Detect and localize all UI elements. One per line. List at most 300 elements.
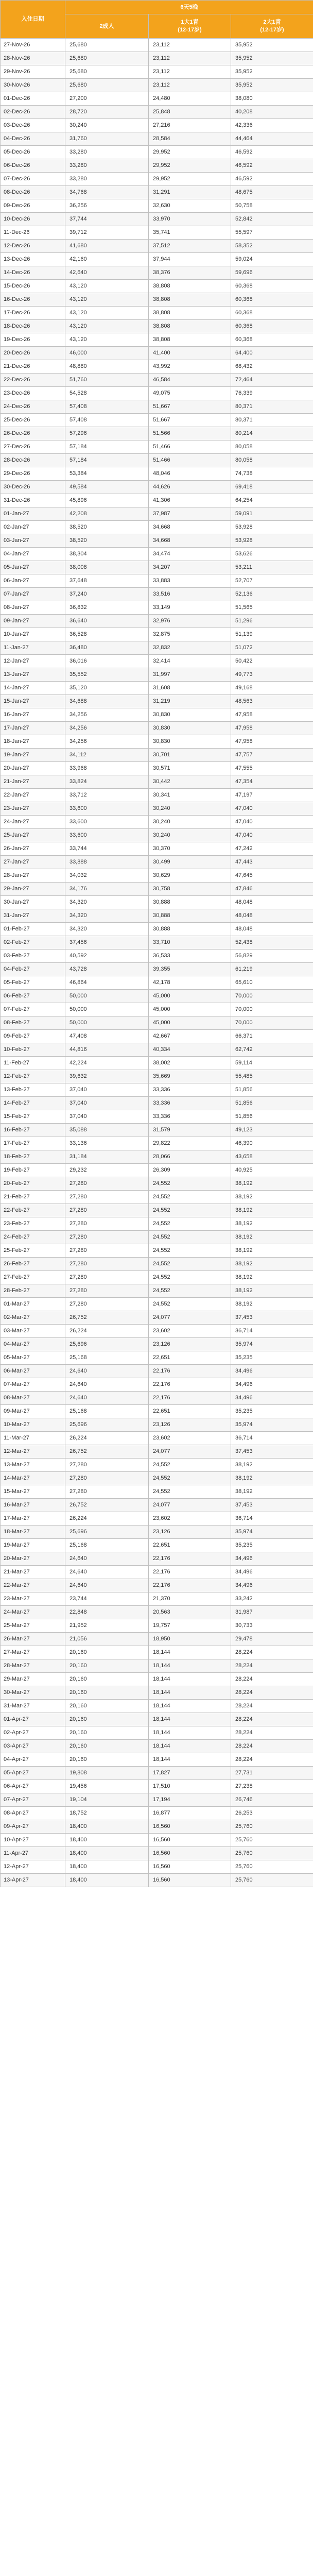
one-adult-one-teen-price-cell: 34,668 [149, 521, 231, 534]
checkin-date-cell: 14-Dec-26 [1, 266, 65, 280]
two-adults-price-cell: 27,280 [65, 1284, 149, 1298]
one-adult-one-teen-price-cell: 30,341 [149, 789, 231, 802]
two-adults-one-teen-price-cell: 38,192 [231, 1177, 313, 1191]
two-adults-one-teen-price-cell: 70,000 [231, 1003, 313, 1016]
header-line: (12-17岁) [178, 27, 202, 33]
two-adults-price-cell: 48,880 [65, 360, 149, 374]
checkin-date-cell: 16-Feb-27 [1, 1124, 65, 1137]
one-adult-one-teen-price-cell: 33,970 [149, 213, 231, 226]
checkin-date-cell: 24-Mar-27 [1, 1606, 65, 1619]
two-adults-price-cell: 24,640 [65, 1552, 149, 1566]
two-adults-price-cell: 26,224 [65, 1512, 149, 1526]
two-adults-price-cell: 34,032 [65, 869, 149, 883]
checkin-date-cell: 04-Mar-27 [1, 1338, 65, 1351]
one-adult-one-teen-price-cell: 23,112 [149, 79, 231, 92]
two-adults-one-teen-price-cell: 40,925 [231, 1164, 313, 1177]
two-adults-one-teen-price-cell: 47,757 [231, 749, 313, 762]
table-row [1, 440, 313, 454]
table-row [1, 1097, 313, 1110]
table-row [1, 360, 313, 374]
one-adult-one-teen-price-cell: 22,176 [149, 1579, 231, 1592]
checkin-date-cell: 06-Mar-27 [1, 1365, 65, 1378]
one-adult-one-teen-price-cell: 30,370 [149, 842, 231, 856]
checkin-date-cell: 03-Apr-27 [1, 1740, 65, 1753]
one-adult-one-teen-price-cell: 45,000 [149, 1003, 231, 1016]
one-adult-one-teen-price-cell: 23,602 [149, 1325, 231, 1338]
two-adults-one-teen-price-cell: 50,758 [231, 199, 313, 213]
two-adults-price-cell: 39,632 [65, 1070, 149, 1083]
table-row [1, 1418, 313, 1432]
table-row [1, 775, 313, 789]
table-row [1, 816, 313, 829]
checkin-date-cell: 12-Apr-27 [1, 1860, 65, 1874]
checkin-date-cell: 19-Dec-26 [1, 333, 65, 347]
two-adults-one-teen-price-cell: 44,464 [231, 132, 313, 146]
checkin-date-cell: 19-Jan-27 [1, 749, 65, 762]
two-adults-one-teen-price-cell: 53,626 [231, 548, 313, 561]
two-adults-price-cell: 51,760 [65, 374, 149, 387]
checkin-date-cell: 21-Feb-27 [1, 1191, 65, 1204]
two-adults-price-cell: 46,000 [65, 347, 149, 360]
table-row [1, 1820, 313, 1834]
two-adults-one-teen-price-cell: 46,592 [231, 146, 313, 159]
checkin-date-cell: 17-Dec-26 [1, 307, 65, 320]
one-adult-one-teen-price-cell: 22,651 [149, 1405, 231, 1418]
table-row [1, 936, 313, 950]
two-adults-one-teen-price-cell: 38,192 [231, 1472, 313, 1485]
table-row [1, 1780, 313, 1793]
header-line: (12-17岁) [260, 27, 284, 33]
two-adults-price-cell: 26,752 [65, 1499, 149, 1512]
two-adults-price-cell: 36,016 [65, 655, 149, 668]
table-row [1, 1592, 313, 1606]
checkin-date-cell: 10-Mar-27 [1, 1418, 65, 1432]
checkin-date-cell: 11-Feb-27 [1, 1057, 65, 1070]
table-row [1, 387, 313, 400]
two-adults-price-cell: 27,280 [65, 1217, 149, 1231]
one-adult-one-teen-price-cell: 30,830 [149, 708, 231, 722]
table-row [1, 883, 313, 896]
two-adults-one-teen-price-cell: 28,224 [231, 1753, 313, 1767]
two-adults-one-teen-price-cell: 30,733 [231, 1619, 313, 1633]
two-adults-one-teen-price-cell: 38,080 [231, 92, 313, 106]
checkin-date-cell: 11-Mar-27 [1, 1432, 65, 1445]
two-adults-one-teen-price-cell: 38,192 [231, 1244, 313, 1258]
one-adult-one-teen-price-cell: 30,499 [149, 856, 231, 869]
two-adults-one-teen-price-cell: 55,485 [231, 1070, 313, 1083]
one-adult-one-teen-price-cell: 30,571 [149, 762, 231, 775]
table-row [1, 1177, 313, 1191]
one-adult-one-teen-price-cell: 51,466 [149, 440, 231, 454]
two-adults-price-cell: 33,712 [65, 789, 149, 802]
two-adults-price-cell: 57,408 [65, 414, 149, 427]
table-row [1, 1472, 313, 1485]
two-adults-one-teen-price-cell: 59,091 [231, 507, 313, 521]
one-adult-one-teen-price-cell: 23,112 [149, 65, 231, 79]
two-adults-one-teen-price-cell: 34,496 [231, 1552, 313, 1566]
checkin-date-cell: 30-Mar-27 [1, 1686, 65, 1700]
two-adults-price-cell: 43,120 [65, 320, 149, 333]
two-adults-one-teen-price-cell: 25,760 [231, 1860, 313, 1874]
two-adults-price-cell: 36,480 [65, 641, 149, 655]
one-adult-one-teen-price-cell: 38,808 [149, 293, 231, 307]
table-row [1, 708, 313, 722]
table-row [1, 240, 313, 253]
table-row [1, 347, 313, 360]
two-adults-price-cell: 26,224 [65, 1432, 149, 1445]
one-adult-one-teen-price-cell: 16,560 [149, 1834, 231, 1847]
one-adult-one-teen-price-cell: 24,077 [149, 1311, 231, 1325]
two-adults-price-cell: 33,600 [65, 802, 149, 816]
one-adult-one-teen-price-cell: 33,336 [149, 1083, 231, 1097]
two-adults-one-teen-price-cell: 49,123 [231, 1124, 313, 1137]
one-adult-one-teen-price-cell: 22,176 [149, 1378, 231, 1392]
two-adults-price-cell: 33,136 [65, 1137, 149, 1150]
two-adults-one-teen-price-cell: 40,208 [231, 106, 313, 119]
two-adults-one-teen-price-cell: 51,139 [231, 628, 313, 641]
one-adult-one-teen-price-cell: 23,126 [149, 1526, 231, 1539]
one-adult-one-teen-price-cell: 37,512 [149, 240, 231, 253]
table-row [1, 467, 313, 481]
table-row [1, 1566, 313, 1579]
one-adult-one-teen-price-cell: 45,000 [149, 990, 231, 1003]
one-adult-one-teen-price-cell: 33,883 [149, 574, 231, 588]
table-row [1, 1445, 313, 1459]
checkin-date-cell: 22-Feb-27 [1, 1204, 65, 1217]
two-adults-price-cell: 43,120 [65, 333, 149, 347]
two-adults-one-teen-price-cell: 38,192 [231, 1485, 313, 1499]
table-row [1, 1392, 313, 1405]
two-adults-one-teen-price-cell: 58,352 [231, 240, 313, 253]
two-adults-price-cell: 35,088 [65, 1124, 149, 1137]
checkin-date-cell: 28-Jan-27 [1, 869, 65, 883]
checkin-date-cell: 20-Mar-27 [1, 1552, 65, 1566]
one-adult-one-teen-price-cell: 30,830 [149, 722, 231, 735]
one-adult-one-teen-price-cell: 33,516 [149, 588, 231, 601]
two-adults-price-cell: 37,040 [65, 1097, 149, 1110]
two-adults-price-cell: 21,952 [65, 1619, 149, 1633]
two-adults-price-cell: 18,400 [65, 1820, 149, 1834]
table-row [1, 119, 313, 132]
checkin-date-cell: 10-Dec-26 [1, 213, 65, 226]
two-adults-one-teen-price-cell: 38,192 [231, 1298, 313, 1311]
header-row-top [1, 1, 313, 14]
table-row [1, 1646, 313, 1659]
one-adult-one-teen-price-cell: 16,877 [149, 1807, 231, 1820]
two-adults-price-cell: 27,280 [65, 1485, 149, 1499]
checkin-date-cell: 01-Apr-27 [1, 1713, 65, 1726]
table-row [1, 990, 313, 1003]
one-adult-one-teen-price-cell: 36,533 [149, 950, 231, 963]
two-adults-one-teen-price-cell: 28,224 [231, 1740, 313, 1753]
two-adults-one-teen-price-cell: 60,368 [231, 333, 313, 347]
one-adult-one-teen-price-cell: 31,997 [149, 668, 231, 682]
two-adults-one-teen-price-cell: 47,040 [231, 802, 313, 816]
table-row [1, 320, 313, 333]
table-row [1, 1834, 313, 1847]
one-adult-one-teen-price-cell: 48,046 [149, 467, 231, 481]
two-adults-one-teen-price-cell: 49,773 [231, 668, 313, 682]
one-adult-one-teen-price-cell: 17,827 [149, 1767, 231, 1780]
table-row [1, 481, 313, 494]
checkin-date-cell: 04-Jan-27 [1, 548, 65, 561]
two-adults-price-cell: 38,520 [65, 534, 149, 548]
two-adults-one-teen-price-cell: 35,235 [231, 1405, 313, 1418]
table-row [1, 1767, 313, 1780]
checkin-date-cell: 30-Nov-26 [1, 79, 65, 92]
two-adults-price-cell: 34,768 [65, 186, 149, 199]
table-row [1, 213, 313, 226]
table-row [1, 1526, 313, 1539]
two-adults-one-teen-price-cell: 74,738 [231, 467, 313, 481]
checkin-date-cell: 07-Dec-26 [1, 173, 65, 186]
table-row [1, 159, 313, 173]
one-adult-one-teen-price-cell: 28,066 [149, 1150, 231, 1164]
table-row [1, 829, 313, 842]
one-adult-one-teen-price-cell: 42,667 [149, 1030, 231, 1043]
one-adult-one-teen-price-cell: 32,976 [149, 615, 231, 628]
two-adults-price-cell: 20,160 [65, 1673, 149, 1686]
table-row [1, 1325, 313, 1338]
table-row [1, 1579, 313, 1592]
two-adults-one-teen-price-cell: 47,958 [231, 735, 313, 749]
checkin-date-cell: 05-Feb-27 [1, 976, 65, 990]
checkin-date-cell: 07-Apr-27 [1, 1793, 65, 1807]
two-adults-one-teen-price-cell: 47,197 [231, 789, 313, 802]
two-adults-price-cell: 57,296 [65, 427, 149, 440]
one-adult-one-teen-price-cell: 22,176 [149, 1566, 231, 1579]
one-adult-one-teen-price-cell: 16,560 [149, 1874, 231, 1887]
checkin-date-cell: 31-Jan-27 [1, 909, 65, 923]
two-adults-one-teen-price-cell: 52,438 [231, 936, 313, 950]
table-row [1, 1512, 313, 1526]
one-adult-one-teen-price-cell: 38,808 [149, 280, 231, 293]
two-adults-one-teen-price-cell: 37,453 [231, 1445, 313, 1459]
one-adult-one-teen-price-cell: 30,888 [149, 896, 231, 909]
two-adults-one-teen-price-cell: 25,760 [231, 1874, 313, 1887]
table-row [1, 1807, 313, 1820]
one-adult-one-teen-price-cell: 18,144 [149, 1700, 231, 1713]
two-adults-price-cell: 36,832 [65, 601, 149, 615]
checkin-date-cell: 12-Feb-27 [1, 1070, 65, 1083]
one-adult-one-teen-price-cell: 21,370 [149, 1592, 231, 1606]
one-adult-one-teen-price-cell: 31,579 [149, 1124, 231, 1137]
two-adults-price-cell: 43,120 [65, 280, 149, 293]
two-adults-header: 2成人 [65, 14, 149, 39]
two-adults-price-cell: 42,224 [65, 1057, 149, 1070]
one-adult-one-teen-price-cell: 44,626 [149, 481, 231, 494]
one-adult-one-teen-price-cell: 23,112 [149, 39, 231, 52]
two-adults-price-cell: 42,160 [65, 253, 149, 266]
checkin-date-cell: 05-Jan-27 [1, 561, 65, 574]
two-adults-price-cell: 33,888 [65, 856, 149, 869]
two-adults-price-cell: 33,280 [65, 146, 149, 159]
table-row [1, 173, 313, 186]
table-row [1, 534, 313, 548]
table-row [1, 1150, 313, 1164]
checkin-date-cell: 09-Apr-27 [1, 1820, 65, 1834]
two-adults-one-teen-price-cell: 37,453 [231, 1311, 313, 1325]
table-row [1, 1700, 313, 1713]
checkin-date-cell: 17-Mar-27 [1, 1512, 65, 1526]
two-adults-price-cell: 35,120 [65, 682, 149, 695]
one-adult-one-teen-price-cell: 22,176 [149, 1552, 231, 1566]
two-adults-price-cell: 26,752 [65, 1311, 149, 1325]
checkin-date-cell: 03-Feb-27 [1, 950, 65, 963]
checkin-date-cell: 07-Feb-27 [1, 1003, 65, 1016]
two-adults-one-teen-price-cell: 34,496 [231, 1378, 313, 1392]
table-row [1, 1003, 313, 1016]
table-row [1, 655, 313, 668]
two-adults-one-teen-price-cell: 46,592 [231, 159, 313, 173]
table-row [1, 628, 313, 641]
checkin-date-cell: 26-Jan-27 [1, 842, 65, 856]
table-row [1, 1338, 313, 1351]
checkin-date-cell: 08-Mar-27 [1, 1392, 65, 1405]
checkin-date-cell: 05-Dec-26 [1, 146, 65, 159]
two-adults-one-teen-price-cell: 47,645 [231, 869, 313, 883]
checkin-date-cell: 17-Jan-27 [1, 722, 65, 735]
checkin-date-cell: 20-Feb-27 [1, 1177, 65, 1191]
one-adult-one-teen-price-cell: 24,552 [149, 1485, 231, 1499]
two-adults-one-teen-price-cell: 25,760 [231, 1847, 313, 1860]
two-adults-one-teen-price-cell: 80,058 [231, 454, 313, 467]
two-adults-one-teen-price-cell: 48,563 [231, 695, 313, 708]
two-adults-one-teen-price-cell: 35,235 [231, 1351, 313, 1365]
two-adults-price-cell: 38,520 [65, 521, 149, 534]
two-adults-price-cell: 18,400 [65, 1847, 149, 1860]
table-row [1, 1030, 313, 1043]
checkin-date-cell: 15-Jan-27 [1, 695, 65, 708]
header-line: 2大1青 [263, 19, 281, 25]
two-adults-one-teen-price-cell: 80,214 [231, 427, 313, 440]
two-adults-price-cell: 27,280 [65, 1204, 149, 1217]
one-adult-one-teen-price-cell: 38,808 [149, 320, 231, 333]
one-adult-one-teen-price-cell: 46,584 [149, 374, 231, 387]
table-row [1, 1378, 313, 1392]
one-adult-one-teen-price-cell: 24,552 [149, 1258, 231, 1271]
table-row [1, 1753, 313, 1767]
one-adult-one-teen-price-cell: 30,758 [149, 883, 231, 896]
one-adult-one-teen-price-cell: 40,334 [149, 1043, 231, 1057]
one-adult-one-teen-price-cell: 24,552 [149, 1298, 231, 1311]
table-row [1, 1057, 313, 1070]
one-adult-one-teen-price-cell: 24,077 [149, 1499, 231, 1512]
one-adult-one-teen-price-cell: 16,560 [149, 1860, 231, 1874]
two-adults-price-cell: 27,280 [65, 1258, 149, 1271]
two-adults-one-teen-price-cell: 43,658 [231, 1150, 313, 1164]
one-adult-one-teen-price-cell: 38,808 [149, 333, 231, 347]
two-adults-one-teen-price-cell: 47,040 [231, 816, 313, 829]
table-row [1, 548, 313, 561]
one-adult-one-teen-price-cell: 30,888 [149, 923, 231, 936]
checkin-date-cell: 29-Mar-27 [1, 1673, 65, 1686]
checkin-date-cell: 19-Feb-27 [1, 1164, 65, 1177]
two-adults-price-cell: 41,680 [65, 240, 149, 253]
two-adults-one-teen-price-cell: 38,192 [231, 1191, 313, 1204]
table-row [1, 52, 313, 65]
checkin-date-cell: 13-Apr-27 [1, 1874, 65, 1887]
one-adult-one-teen-price-cell: 23,602 [149, 1432, 231, 1445]
table-row [1, 1231, 313, 1244]
checkin-date-cell: 11-Dec-26 [1, 226, 65, 240]
one-adult-one-teen-price-cell: 32,630 [149, 199, 231, 213]
table-row [1, 789, 313, 802]
checkin-date-cell: 24-Jan-27 [1, 816, 65, 829]
table-row [1, 507, 313, 521]
checkin-date-cell: 24-Dec-26 [1, 400, 65, 414]
two-adults-one-teen-price-cell: 59,114 [231, 1057, 313, 1070]
table-row [1, 374, 313, 387]
two-adults-one-teen-price-cell: 50,422 [231, 655, 313, 668]
checkin-date-cell: 08-Feb-27 [1, 1016, 65, 1030]
two-adults-one-teen-price-cell: 70,000 [231, 1016, 313, 1030]
table-row [1, 1070, 313, 1083]
one-adult-one-teen-price-cell: 33,336 [149, 1097, 231, 1110]
table-row [1, 226, 313, 240]
two-adults-price-cell: 37,744 [65, 213, 149, 226]
checkin-date-cell: 01-Dec-26 [1, 92, 65, 106]
table-row [1, 842, 313, 856]
two-adults-price-cell: 33,600 [65, 829, 149, 842]
checkin-date-cell: 02-Apr-27 [1, 1726, 65, 1740]
table-row [1, 293, 313, 307]
one-adult-one-teen-price-cell: 33,149 [149, 601, 231, 615]
two-adults-one-teen-price-cell: 38,192 [231, 1284, 313, 1298]
two-adults-one-teen-price-cell: 38,192 [231, 1459, 313, 1472]
checkin-date-cell: 21-Mar-27 [1, 1566, 65, 1579]
two-adults-price-cell: 50,000 [65, 990, 149, 1003]
two-adults-one-teen-price-cell: 28,224 [231, 1673, 313, 1686]
checkin-date-cell: 02-Dec-26 [1, 106, 65, 119]
two-adults-one-teen-price-cell: 38,192 [231, 1231, 313, 1244]
one-adult-one-teen-price-cell: 45,000 [149, 1016, 231, 1030]
two-adults-price-cell: 28,720 [65, 106, 149, 119]
two-adults-one-teen-price-cell: 28,224 [231, 1700, 313, 1713]
checkin-date-cell: 28-Nov-26 [1, 52, 65, 65]
two-adults-one-teen-price-cell: 36,714 [231, 1325, 313, 1338]
two-adults-price-cell: 47,408 [65, 1030, 149, 1043]
table-row [1, 561, 313, 574]
two-adults-price-cell: 33,824 [65, 775, 149, 789]
two-adults-one-teen-price-cell: 48,048 [231, 896, 313, 909]
checkin-date-cell: 27-Feb-27 [1, 1271, 65, 1284]
one-adult-one-teen-price-cell: 31,291 [149, 186, 231, 199]
two-adults-price-cell: 34,256 [65, 735, 149, 749]
checkin-date-cell: 22-Dec-26 [1, 374, 65, 387]
two-adults-one-teen-price-cell: 47,040 [231, 829, 313, 842]
one-adult-one-teen-price-cell: 29,952 [149, 173, 231, 186]
two-adults-price-cell: 49,584 [65, 481, 149, 494]
two-adults-one-teen-price-cell: 53,928 [231, 534, 313, 548]
checkin-date-cell: 23-Feb-27 [1, 1217, 65, 1231]
one-adult-one-teen-price-cell: 22,176 [149, 1392, 231, 1405]
two-adults-one-teen-price-cell: 47,958 [231, 708, 313, 722]
two-adults-one-teen-header [231, 14, 313, 39]
one-adult-one-teen-price-cell: 24,552 [149, 1472, 231, 1485]
checkin-date-cell: 15-Feb-27 [1, 1110, 65, 1124]
one-adult-one-teen-price-cell: 27,216 [149, 119, 231, 132]
two-adults-price-cell: 25,696 [65, 1338, 149, 1351]
checkin-date-cell: 22-Mar-27 [1, 1579, 65, 1592]
two-adults-one-teen-price-cell: 27,731 [231, 1767, 313, 1780]
checkin-date-cell: 27-Mar-27 [1, 1646, 65, 1659]
table-row [1, 695, 313, 708]
two-adults-price-cell: 27,280 [65, 1298, 149, 1311]
two-adults-price-cell: 24,640 [65, 1392, 149, 1405]
two-adults-price-cell: 37,456 [65, 936, 149, 950]
two-adults-one-teen-price-cell: 53,928 [231, 521, 313, 534]
